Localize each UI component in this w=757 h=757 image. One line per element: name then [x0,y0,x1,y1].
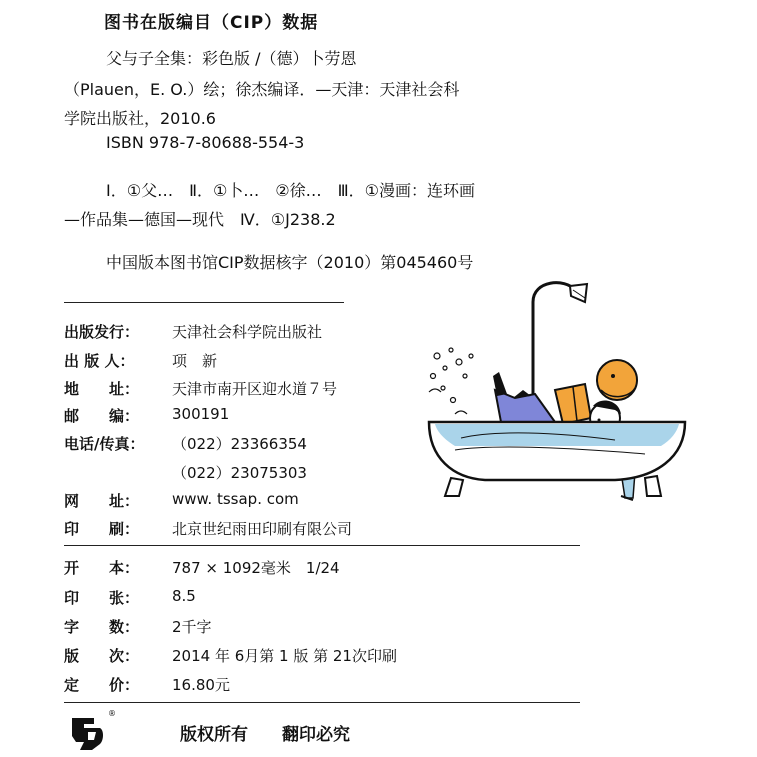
cip-line-record: 中国版本图书馆CIP数据核字（2010）第045460号 [106,253,474,272]
cip-line-publisher: 学院出版社，2010.6 [64,109,216,128]
bathtub-illustration-icon [415,272,715,512]
cip-line-title: 父与子全集：彩色版 /（德）卜劳恩 [106,49,357,68]
label-word-count: 字 数： [64,618,140,636]
copyright-notice: 版权所有 翻印必究 [180,725,350,745]
label-postcode: 邮 编： [64,407,140,425]
cip-line-author: （Plauen，E. O.）绘；徐杰编译．—天津：天津社会科 [64,80,460,99]
label-website: 网 址： [64,492,140,510]
value-address: 天津市南开区迎水道７号 [172,380,338,398]
label-format: 开 本： [64,559,140,577]
label-publisher: 出版发行： [64,323,140,341]
cip-line-isbn: ISBN 978-7-80688-554-3 [106,133,305,152]
label-publisher-person: 出 版 人： [64,352,135,370]
publisher-logo-icon [70,712,110,752]
label-printer: 印 刷： [64,520,140,538]
value-edition: 2014 年 6月第 1 版 第 21次印刷 [172,647,397,665]
label-edition: 版 次： [64,647,140,665]
divider-middle [64,545,580,546]
label-sheets: 印 张： [64,589,140,607]
label-address: 地 址： [64,380,140,398]
value-price: 16.80元 [172,676,230,694]
label-price: 定 价： [64,676,140,694]
trademark-mark: ® [108,709,116,718]
divider-bottom [64,702,580,703]
cip-title: 图书在版编目（CIP）数据 [104,13,319,33]
value-publisher-person: 项 新 [172,352,218,370]
value-format: 787 × 1092毫米 1/24 [172,559,340,577]
value-phone: （022）23366354 [172,435,307,453]
value-publisher: 天津社会科学院出版社 [172,323,323,341]
value-word-count: 2千字 [172,618,212,636]
divider-top [64,302,344,303]
value-printer: 北京世纪雨田印刷有限公司 [172,520,353,538]
value-sheets: 8.5 [172,587,196,605]
value-website: www. tssap. com [172,490,299,508]
cip-line-classification: —作品集—德国—现代 Ⅳ．①J238.2 [64,210,336,229]
label-phone-fax: 电话/传真： [64,435,145,453]
value-postcode: 300191 [172,405,230,423]
value-fax: （022）23075303 [172,464,307,482]
cip-line-subject: Ⅰ．①父… Ⅱ．①卜… ②徐… Ⅲ．①漫画：连环画 [106,181,476,200]
